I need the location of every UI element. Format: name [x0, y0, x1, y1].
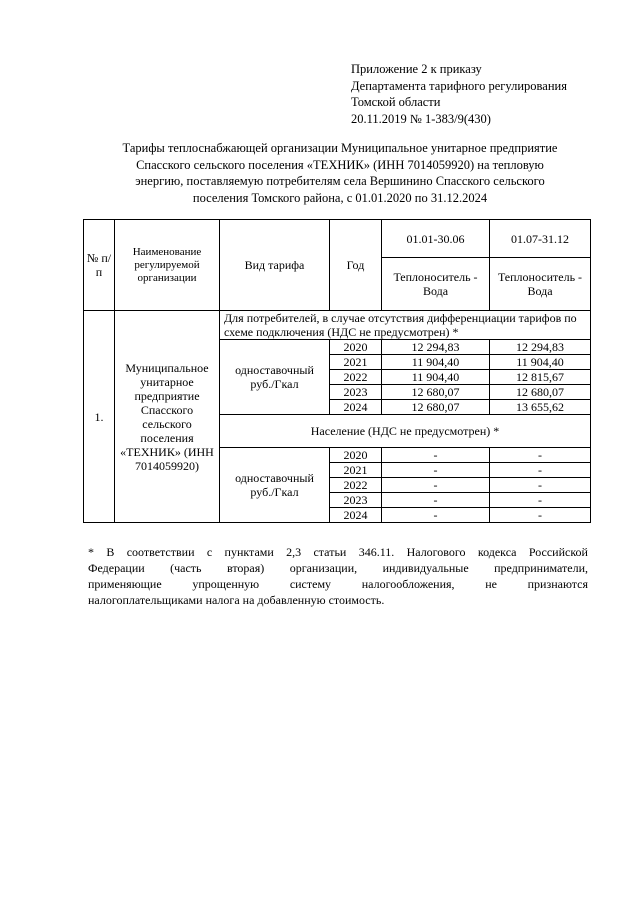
tariff-type-cell: одноставочный руб./Гкал [220, 448, 330, 523]
footnote-word: (часть [170, 561, 202, 575]
footnote-word: организации, [289, 561, 358, 575]
footnote-line [88, 592, 588, 608]
appendix-line: 20.11.2019 № 1-383/9(430) [351, 111, 491, 126]
footnote-word: Федерации [88, 561, 145, 575]
section-row [84, 311, 591, 340]
year-cell: 2024 [330, 400, 382, 415]
value-cell: 11 904,40 [382, 355, 490, 370]
footnote-word: индивидуальные [382, 561, 469, 575]
year-cell: 2022 [330, 370, 382, 385]
value-cell: - [382, 448, 490, 463]
footnote-word: вторая) [226, 561, 265, 575]
header-period-2: 01.07-31.12 [490, 220, 591, 258]
footnote-word: 346.11. [358, 545, 395, 559]
value-cell: 12 294,83 [490, 340, 591, 355]
value-cell: - [490, 448, 591, 463]
year-cell: 2021 [330, 463, 382, 478]
footnote-word: кодекса [477, 545, 517, 559]
header-carrier-1: Теплоноситель - Вода [382, 258, 490, 311]
header-year: Год [330, 220, 382, 311]
footnote-word: Российской [528, 545, 588, 559]
value-cell: 11 904,40 [490, 355, 591, 370]
document-title [80, 140, 600, 206]
footnote-word: * [88, 545, 94, 559]
appendix-line: Департамента тарифного регулирования [351, 78, 567, 93]
footnote-word: налогоплательщиками налога на добавленную стоимость. [88, 593, 385, 607]
year-cell: 2022 [330, 478, 382, 493]
footnote-word: упрощенную [192, 577, 260, 591]
footnote-word: предприниматели, [494, 561, 588, 575]
value-cell: - [490, 478, 591, 493]
title-line: Тарифы теплоснабжающей организации Муниципальное унитарное предприятие [122, 141, 558, 155]
header-number: № п/п [84, 220, 115, 311]
organization-name: Муниципальное унитарное предприятие Спасского сельского поселения «ТЕХНИК» (ИНН 7014059920) [115, 311, 220, 523]
year-cell: 2023 [330, 385, 382, 400]
value-cell: - [382, 478, 490, 493]
value-cell: 12 294,83 [382, 340, 490, 355]
footnote [88, 544, 588, 608]
header-tariff-type: Вид тарифа [220, 220, 330, 311]
appendix-block [351, 61, 567, 127]
footnote-word: В [106, 545, 115, 559]
footnote-word: признаются [527, 577, 588, 591]
header-carrier-2: Теплоноситель - Вода [490, 258, 591, 311]
value-cell: - [382, 493, 490, 508]
footnote-word: применяющие [88, 577, 162, 591]
header-row [84, 220, 591, 258]
footnote-line [88, 544, 588, 560]
year-cell: 2020 [330, 448, 382, 463]
footnote-line [88, 576, 588, 592]
year-cell: 2023 [330, 493, 382, 508]
value-cell: 12 680,07 [490, 385, 591, 400]
title-line: Спасского сельского поселения «ТЕХНИК» (ИНН 7014059920) на тепловую [136, 157, 544, 172]
value-cell: - [490, 508, 591, 523]
value-cell: 11 904,40 [382, 370, 490, 385]
value-cell: 12 815,67 [490, 370, 591, 385]
footnote-word: соответствии [126, 545, 195, 559]
value-cell: - [382, 463, 490, 478]
header-period-1: 01.01-30.06 [382, 220, 490, 258]
footnote-word: с [206, 545, 213, 559]
year-cell: 2021 [330, 355, 382, 370]
appendix-line: Приложение 2 к приказу [351, 62, 482, 76]
value-cell: - [490, 493, 591, 508]
footnote-word: Налогового [406, 545, 466, 559]
footnote-word: не [485, 577, 497, 591]
footnote-line [88, 560, 588, 576]
value-cell: - [490, 463, 591, 478]
value-cell: 12 680,07 [382, 385, 490, 400]
appendix-line: Томской области [351, 95, 441, 109]
tariff-table [83, 219, 591, 523]
value-cell: - [382, 508, 490, 523]
year-cell: 2024 [330, 508, 382, 523]
value-cell: 13 655,62 [490, 400, 591, 415]
section-1-title: Для потребителей, в случае отсутствия дифференциации тарифов по схеме подключения (НДС не предусмотрен) * [220, 311, 591, 340]
header-organization: Наименование регулируемой организации [115, 220, 220, 311]
value-cell: 12 680,07 [382, 400, 490, 415]
footnote-word: налогообложения, [361, 577, 455, 591]
footnote-word: пунктами [224, 545, 274, 559]
footnote-word: систему [289, 577, 332, 591]
row-number: 1. [84, 311, 115, 523]
tariff-type-cell: одноставочный руб./Гкал [220, 340, 330, 415]
year-cell: 2020 [330, 340, 382, 355]
title-line: энергию, поставляемую потребителям села Вершинино Спасского сельского [135, 174, 545, 188]
footnote-word: 2,3 [286, 545, 302, 559]
footnote-word: статьи [313, 545, 347, 559]
title-line: поселения Томского района, с 01.01.2020 по 31.12.2024 [192, 190, 488, 205]
section-2-title: Население (НДС не предусмотрен) * [220, 415, 591, 448]
